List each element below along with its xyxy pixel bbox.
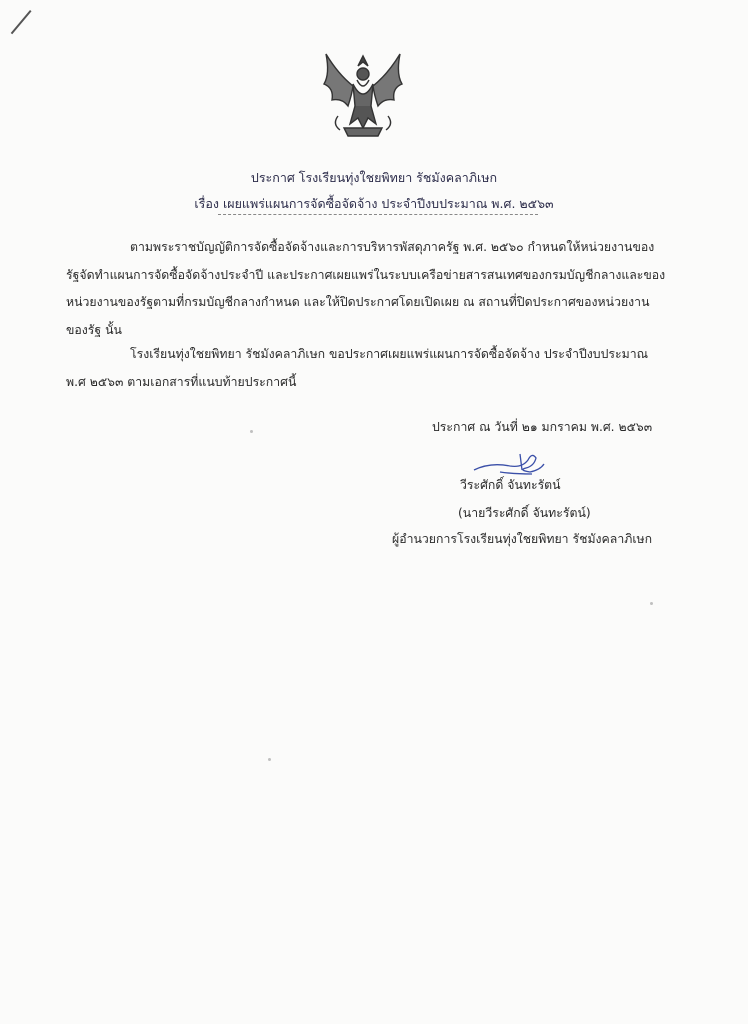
signer-name: วีระศักดิ์ จันทะรัตน์ — [460, 478, 561, 492]
paper-speck — [268, 758, 271, 761]
pen-mark — [11, 10, 32, 34]
body-paragraph-2 — [66, 341, 666, 396]
paper-speck — [650, 602, 653, 605]
dashed-divider — [218, 214, 538, 215]
handwritten-signature — [470, 448, 550, 478]
announcement-title: ประกาศ โรงเรียนทุ่งใชยพิทยา รัชมังคลาภิเษก — [250, 170, 498, 185]
body-paragraph-1 — [66, 234, 666, 344]
paper-speck — [250, 430, 253, 433]
body-paragraph-2-text: โรงเรียนทุ่งใชยพิทยา รัชมังคลาภิเษก ขอประกาศเผยแพร่แผนการจัดซื้อจัดจ้าง ประจำปีงบประมาณ พ.ศ ๒๕๖๓ ตามเอกสารที่แนบท้ายประกาศนี้ — [66, 347, 649, 389]
announce-date: ประกาศ ณ วันที่ ๒๑ มกราคม พ.ศ. ๒๕๖๓ — [432, 420, 653, 434]
signer-full-name: (นายวีระศักดิ์ จันทะรัตน์) — [458, 506, 591, 520]
subject-line: เรื่อง เผยแพร่แผนการจัดซื้อจัดจ้าง ประจำปีงบประมาณ พ.ศ. ๒๕๖๓ — [194, 196, 554, 211]
body-paragraph-1-text: ตามพระราชบัญญัติการจัดซื้อจัดจ้างและการบริหารพัสดุภาครัฐ พ.ศ. ๒๕๖๐ กำหนดให้หน่วยงานของรัฐจัดทำแผนการจัดซื้อจัดจ้างประจำปี และประกาศเผยแพร่ในระบบเครือข่ายสารสนเทศของกรมบัญชีกลางและของหน่วยงานของรัฐตามที่กรมบัญชีกลางกำหนด และให้ปิดประกาศโดยเปิดเผย ณ สถานที่ปิดประกาศของหน่วยงานของรัฐ นั้น — [66, 240, 666, 337]
signer-position: ผู้อำนวยการโรงเรียนทุ่งใชยพิทยา รัชมังคลาภิเษก — [392, 532, 653, 546]
garuda-emblem-icon — [318, 44, 408, 140]
